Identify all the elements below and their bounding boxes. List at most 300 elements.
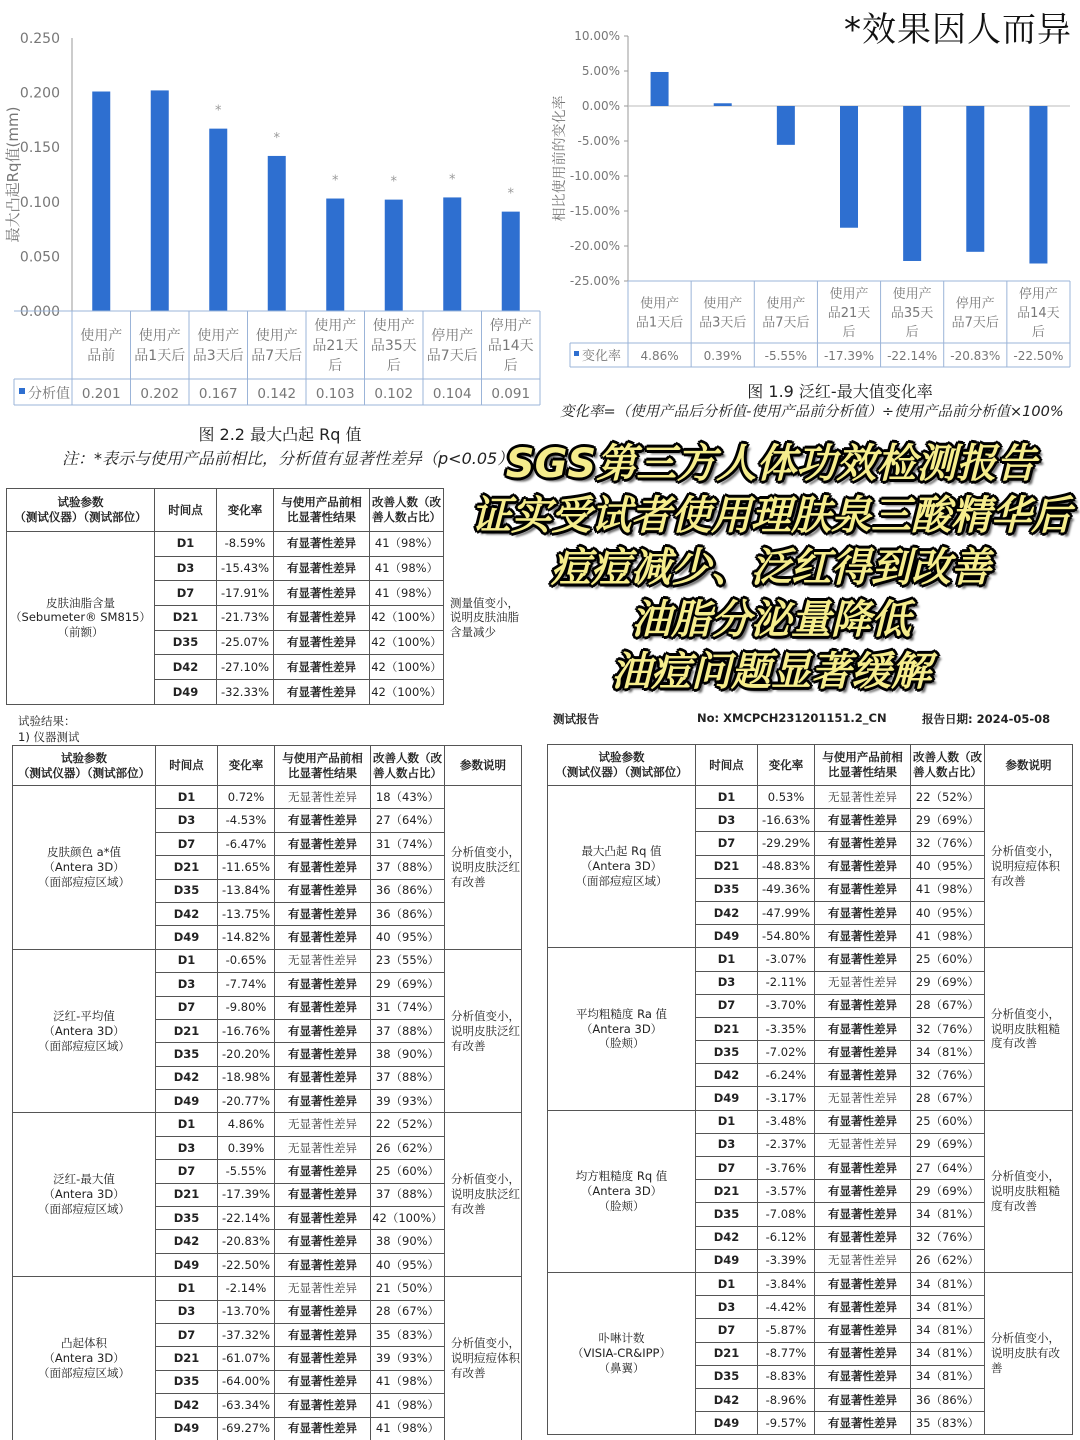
cell-line: （脸颊） — [598, 1198, 645, 1213]
header-param — [13, 746, 156, 786]
x-category-label: 使用产 — [255, 328, 298, 344]
cell-line: （Antera 3D） — [43, 1351, 125, 1366]
parameter-cell — [13, 786, 156, 950]
parameter-cell — [13, 1277, 156, 1440]
x-category-label: 使用产 — [703, 296, 743, 312]
time-point-cell: D7 — [156, 832, 218, 855]
significance-cell: 无显著性差异 — [815, 1249, 911, 1272]
data-label: 0.202 — [140, 386, 180, 402]
time-point-cell: D49 — [155, 680, 217, 705]
improved-count-cell: 32（76%） — [911, 1226, 985, 1249]
improved-count-cell: 36（86%） — [371, 902, 445, 925]
improved-count-cell: 23（55%） — [371, 949, 445, 972]
y-tick-label: 0.250 — [19, 31, 60, 47]
cell-line: （Antera 3D） — [580, 859, 663, 874]
parameter-cell — [548, 1110, 696, 1272]
headline-line: SGS第三方人体功效检测报告 — [505, 441, 1037, 487]
y-tick-label: 0.150 — [19, 140, 60, 157]
cell-line: 度有改善 — [991, 1036, 1037, 1051]
cell-line: （测试仪器）（测试部位） — [555, 765, 688, 779]
time-point-cell: D7 — [696, 832, 758, 855]
change-rate-cell: -4.42% — [758, 1296, 815, 1319]
bar — [385, 200, 403, 311]
parameter-cell — [13, 1113, 156, 1277]
change-rate-cell: -15.43% — [217, 556, 274, 581]
data-label: -17.39% — [823, 349, 875, 363]
parameter-cell — [7, 532, 155, 705]
legend-swatch — [19, 388, 25, 394]
cell-line: 分析值变小， — [991, 844, 1060, 859]
improved-count-cell: 42（100%） — [370, 655, 444, 680]
change-rate-cell: -2.14% — [218, 1277, 275, 1300]
x-category-label: 品3天后 — [699, 315, 747, 331]
change-rate-cell: -14.82% — [218, 926, 275, 949]
change-rate-cell: -11.65% — [218, 856, 275, 879]
time-point-cell: D3 — [696, 1296, 758, 1319]
data-label: 0.167 — [198, 386, 238, 402]
bar — [1029, 106, 1047, 264]
rq-bar-chart — [0, 20, 560, 415]
change-rate-cell: -3.48% — [758, 1110, 815, 1133]
x-category-label: 品7天后 — [251, 348, 303, 364]
time-point-cell: D3 — [155, 556, 217, 581]
improved-count-cell: 41（98%） — [911, 878, 985, 901]
report-number: No: XMCPCH231201151.2_CN — [697, 711, 887, 725]
change-rate-cell: -69.27% — [218, 1417, 275, 1440]
improved-count-cell: 41（98%） — [370, 556, 444, 581]
time-point-cell: D21 — [696, 1180, 758, 1203]
change-rate-cell: -17.39% — [218, 1183, 275, 1206]
change-rate-cell: -3.84% — [758, 1272, 815, 1295]
cell-line: 分析值变小， — [451, 844, 520, 859]
x-category-label: 品14天 — [487, 338, 534, 354]
time-point-cell: D49 — [156, 1090, 218, 1113]
change-rate-cell: 0.72% — [218, 786, 275, 809]
data-label: -5.55% — [764, 349, 808, 363]
legend-label: 分析值 — [28, 386, 70, 402]
improved-count-cell: 34（81%） — [911, 1342, 985, 1365]
bar — [840, 106, 858, 228]
time-point-cell: D35 — [156, 1043, 218, 1066]
improved-count-cell: 29（69%） — [371, 973, 445, 996]
change-rate-cell: -64.00% — [218, 1370, 275, 1393]
change-rate-cell: -8.59% — [217, 532, 274, 557]
cell-line: （面部痘痘区域） — [575, 874, 668, 889]
improved-count-cell: 40（95%） — [371, 1253, 445, 1276]
report-date: 报告日期: 2024-05-08 — [922, 712, 1051, 726]
table-header-row — [7, 489, 532, 532]
cell-line: 平均粗糙度 Ra 值 — [575, 1006, 668, 1021]
x-category-label: 后 — [842, 325, 856, 340]
data-label: 0.201 — [81, 386, 121, 402]
x-category-label: 品1天后 — [635, 315, 684, 331]
change-rate-cell: -63.34% — [218, 1394, 275, 1417]
cell-line: 含量减少 — [450, 625, 496, 640]
x-category-label: 后 — [328, 358, 343, 374]
significance-cell: 有显著性差异 — [274, 581, 370, 606]
table-row — [13, 1277, 522, 1300]
bar — [268, 156, 286, 311]
x-category-label: 使用产 — [314, 318, 357, 334]
significance-cell: 有显著性差异 — [815, 1041, 911, 1064]
change-rate-cell: -8.77% — [758, 1342, 815, 1365]
bar — [777, 106, 795, 145]
change-rate-cell: -2.11% — [758, 971, 815, 994]
data-label: -20.83% — [950, 349, 1001, 363]
improved-count-cell: 29（69%） — [911, 1133, 985, 1156]
header-param — [548, 745, 696, 786]
time-point-cell: D49 — [156, 1253, 218, 1276]
data-label: -22.50% — [1013, 349, 1064, 363]
significance-cell: 有显著性差异 — [815, 925, 911, 948]
x-category-label: 品21天 — [827, 306, 871, 321]
cell-line: 均方粗糙度 Rq 值 — [575, 1168, 668, 1183]
time-point-cell: D49 — [696, 1412, 758, 1435]
significance-cell: 有显著性差异 — [815, 1110, 911, 1133]
headline-line: 证实受试者使用理肤泉三酸精华后 — [471, 493, 1071, 539]
change-rate-cell: -8.96% — [758, 1388, 815, 1411]
cell-line: 测量值变小， — [450, 595, 519, 610]
significance-cell: 有显著性差异 — [815, 1064, 911, 1087]
data-label: 0.142 — [257, 386, 297, 402]
table-header-row — [548, 745, 1073, 786]
change-rate-cell: -47.99% — [758, 901, 815, 924]
bar — [443, 197, 461, 311]
cell-line: 说明皮肤泛红 — [451, 1023, 520, 1038]
improved-count-cell: 40（95%） — [911, 901, 985, 924]
time-point-cell: D35 — [696, 1365, 758, 1388]
change-rate-cell: -32.33% — [217, 680, 274, 705]
x-category-label: 使用产 — [80, 328, 123, 344]
x-category-label: 后 — [905, 325, 919, 340]
improved-count-cell: 41（98%） — [911, 925, 985, 948]
significance-cell: 有显著性差异 — [815, 832, 911, 855]
cell-line: 有改善 — [451, 874, 486, 889]
significance-cell: 有显著性差异 — [275, 1394, 371, 1417]
cell-line: （Antera 3D） — [580, 1021, 663, 1036]
table-row — [7, 532, 532, 557]
x-category-label: 品前 — [87, 348, 116, 364]
time-point-cell: D49 — [696, 1087, 758, 1110]
change-rate-cell: -18.98% — [218, 1066, 275, 1089]
time-point-cell: D21 — [696, 855, 758, 878]
change-rate-cell: -13.84% — [218, 879, 275, 902]
data-label: 4.86% — [640, 349, 679, 363]
time-point-cell: D21 — [156, 1019, 218, 1042]
change-rate-cell: -16.76% — [218, 1019, 275, 1042]
header-comparison — [815, 745, 911, 786]
headline-line: 油痘问题显著缓解 — [611, 649, 931, 695]
time-point-cell: D35 — [696, 1203, 758, 1226]
y-tick-label: 10.00% — [574, 29, 620, 43]
cell-line: 比显著性结果 — [287, 510, 356, 524]
significance-cell: 有显著性差异 — [274, 532, 370, 557]
header-param — [7, 489, 155, 532]
cell-line: （Antera 3D） — [43, 1023, 125, 1038]
change-rate-cell: -20.20% — [218, 1043, 275, 1066]
table-row — [13, 786, 522, 809]
header-time: 时间点 — [156, 746, 218, 786]
x-category-label: 使用产 — [372, 318, 415, 334]
significance-cell: 有显著性差异 — [815, 878, 911, 901]
significance-cell: 有显著性差异 — [275, 1300, 371, 1323]
time-point-cell: D49 — [156, 1417, 218, 1440]
significance-star: * — [273, 130, 280, 146]
significance-cell: 有显著性差异 — [815, 901, 911, 924]
time-point-cell: D3 — [156, 1300, 218, 1323]
improved-count-cell: 42（100%） — [371, 1207, 445, 1230]
cell-line: （前额） — [57, 625, 104, 640]
sebum-results-table — [6, 488, 532, 705]
improved-count-cell: 22（52%） — [911, 786, 985, 809]
change-rate-cell: -6.12% — [758, 1226, 815, 1249]
x-category-label: 使用产 — [640, 296, 680, 312]
change-rate-cell: -20.83% — [218, 1230, 275, 1253]
x-category-label: 品3天后 — [192, 348, 244, 364]
time-point-cell: D3 — [156, 809, 218, 832]
headline-line: 油脂分泌量降低 — [631, 597, 911, 643]
change-rate-cell: 4.86% — [218, 1113, 275, 1136]
significance-cell: 有显著性差异 — [275, 1066, 371, 1089]
cell-line: 说明皮肤泛红 — [451, 859, 520, 874]
description-cell — [985, 948, 1073, 1110]
change-rate-cell: -17.91% — [217, 581, 274, 606]
cell-line: 与使用产品前相 — [282, 750, 363, 765]
significance-cell: 有显著性差异 — [815, 855, 911, 878]
time-point-cell: D7 — [696, 994, 758, 1017]
time-point-cell: D7 — [696, 1157, 758, 1180]
y-axis-label: 最大凸起Rq值(mm) — [4, 106, 22, 243]
improved-count-cell: 29（69%） — [911, 1180, 985, 1203]
significance-cell: 有显著性差异 — [275, 1160, 371, 1183]
x-category-label: 品1天后 — [134, 348, 186, 364]
change-rate-cell: -20.77% — [218, 1090, 275, 1113]
time-point-cell: D1 — [156, 786, 218, 809]
change-rate-cell: -3.17% — [758, 1087, 815, 1110]
improved-count-cell: 36（86%） — [911, 1388, 985, 1411]
description-cell — [444, 532, 532, 705]
bar — [502, 212, 520, 311]
significance-cell: 无显著性差异 — [275, 1277, 371, 1300]
change-rate-cell: -22.14% — [218, 1207, 275, 1230]
significance-cell: 有显著性差异 — [274, 606, 370, 631]
time-point-cell: D21 — [155, 606, 217, 631]
improved-count-cell: 34（81%） — [911, 1272, 985, 1295]
cell-line: 有改善 — [451, 1366, 486, 1381]
time-point-cell: D42 — [696, 901, 758, 924]
significance-cell: 有显著性差异 — [275, 1090, 371, 1113]
cell-line: 试验参数 — [61, 750, 107, 765]
x-category-label: 品21天 — [312, 338, 359, 354]
data-label: 0.39% — [703, 349, 742, 363]
time-point-cell: D1 — [156, 1113, 218, 1136]
cell-line: 卟啉计数 — [598, 1331, 645, 1346]
change-rate-cell: -5.87% — [758, 1319, 815, 1342]
cell-line: （测试仪器）（测试部位） — [17, 765, 151, 780]
legend-swatch — [574, 351, 579, 356]
significance-cell: 有显著性差异 — [815, 1342, 911, 1365]
improved-count-cell: 37（88%） — [371, 1066, 445, 1089]
significance-cell: 有显著性差异 — [274, 680, 370, 705]
change-rate-cell: -9.80% — [218, 996, 275, 1019]
parameter-cell — [13, 949, 156, 1113]
change-rate-cell: -5.55% — [218, 1160, 275, 1183]
table-row — [548, 1110, 1073, 1133]
time-point-cell: D1 — [696, 1272, 758, 1295]
cell-line: 最大凸起 Rq 值 — [581, 844, 662, 859]
improved-count-cell: 34（81%） — [911, 1296, 985, 1319]
cell-line: 善人数占比） — [373, 765, 442, 780]
time-point-cell: D3 — [696, 971, 758, 994]
improved-count-cell: 26（62%） — [371, 1136, 445, 1159]
improved-count-cell: 34（81%） — [911, 1365, 985, 1388]
description-cell — [445, 1113, 522, 1277]
x-category-label: 使用产 — [892, 287, 932, 302]
significance-cell: 有显著性差异 — [275, 1347, 371, 1370]
data-label: 0.104 — [432, 386, 472, 402]
cell-line: 说明痘痘体积 — [991, 859, 1060, 874]
significance-cell: 无显著性差异 — [275, 1113, 371, 1136]
cell-line: 说明皮肤有改 — [991, 1346, 1060, 1361]
header-time: 时间点 — [696, 745, 758, 786]
header-rate: 变化率 — [758, 745, 815, 786]
significance-cell: 无显著性差异 — [815, 1133, 911, 1156]
significance-cell: 有显著性差异 — [275, 832, 371, 855]
x-category-label: 品7天后 — [762, 315, 810, 331]
time-point-cell: D35 — [156, 879, 218, 902]
significance-cell: 有显著性差异 — [815, 994, 911, 1017]
cell-line: （面部痘痘区域） — [38, 1038, 130, 1053]
report-title: 测试报告 — [553, 712, 599, 726]
change-rate-cell: 0.39% — [218, 1136, 275, 1159]
roughness-porphyrin-table — [547, 744, 1073, 1435]
y-tick-label: 0.050 — [19, 249, 60, 266]
improved-count-cell: 32（76%） — [911, 832, 985, 855]
cell-line: 分析值变小， — [451, 1172, 520, 1187]
header-improved — [911, 745, 985, 786]
headline-line: 痘痘减少、泛红得到改善 — [551, 545, 991, 591]
redness-volume-table — [12, 745, 522, 1440]
significance-cell: 有显著性差异 — [274, 556, 370, 581]
improved-count-cell: 28（67%） — [911, 1087, 985, 1110]
significance-cell: 有显著性差异 — [815, 1226, 911, 1249]
significance-star: * — [332, 173, 339, 189]
time-point-cell: D35 — [696, 1041, 758, 1064]
y-tick-label: 0.200 — [19, 85, 60, 102]
time-point-cell: D35 — [696, 878, 758, 901]
improved-count-cell: 39（93%） — [371, 1090, 445, 1113]
table-row — [13, 1113, 522, 1136]
improved-count-cell: 37（88%） — [371, 1019, 445, 1042]
bar — [966, 106, 984, 252]
time-point-cell: D42 — [156, 1066, 218, 1089]
time-point-cell: D35 — [156, 1370, 218, 1393]
header-description: 参数说明 — [985, 745, 1073, 786]
improved-count-cell: 35（83%） — [911, 1412, 985, 1435]
change-rate-cell: -9.57% — [758, 1412, 815, 1435]
improved-count-cell: 26（62%） — [911, 1249, 985, 1272]
improved-count-cell: 41（98%） — [371, 1394, 445, 1417]
time-point-cell: D42 — [696, 1388, 758, 1411]
data-label: 0.102 — [374, 386, 414, 402]
improved-count-cell: 34（81%） — [911, 1203, 985, 1226]
time-point-cell: D42 — [156, 902, 218, 925]
time-point-cell: D1 — [696, 948, 758, 971]
table-row — [13, 949, 522, 972]
time-point-cell: D7 — [156, 1160, 218, 1183]
change-rate-cell: -21.73% — [217, 606, 274, 631]
header-improved — [371, 746, 445, 786]
cell-line: 有改善 — [451, 1038, 486, 1053]
cell-line: 分析值变小， — [991, 1331, 1060, 1346]
x-category-label: 停用产 — [489, 318, 532, 334]
y-tick-label: 0.100 — [19, 194, 60, 211]
y-tick-label: -25.00% — [569, 274, 620, 288]
cell-line: 试验参数 — [57, 495, 104, 510]
cell-line: 分析值变小， — [991, 1006, 1060, 1021]
cell-line: 比显著性结果 — [828, 765, 897, 779]
x-category-label: 停用产 — [1018, 287, 1058, 302]
improved-count-cell: 34（81%） — [911, 1041, 985, 1064]
cell-line: 说明皮肤泛红 — [451, 1187, 520, 1202]
improved-count-cell: 32（76%） — [911, 1017, 985, 1040]
cell-line: 分析值变小， — [991, 1168, 1060, 1183]
time-point-cell: D1 — [155, 532, 217, 557]
data-label: 0.091 — [491, 386, 531, 402]
improved-count-cell: 25（60%） — [911, 1110, 985, 1133]
change-rate-cell: -54.80% — [758, 925, 815, 948]
change-rate-cell: -7.74% — [218, 973, 275, 996]
x-category-label: 品35天 — [370, 338, 417, 354]
table-row — [548, 786, 1073, 809]
significance-cell: 无显著性差异 — [275, 949, 371, 972]
significance-cell: 有显著性差异 — [815, 1180, 911, 1203]
y-tick-label: 0.000 — [19, 304, 60, 320]
change-rate-cell: -25.07% — [217, 630, 274, 655]
cell-line: 善人数占比） — [913, 765, 982, 779]
results-label: 试验结果： — [18, 714, 76, 728]
time-point-cell: D49 — [696, 925, 758, 948]
change-rate-cell: -37.32% — [218, 1323, 275, 1346]
bar — [151, 90, 169, 311]
time-point-cell: D1 — [696, 786, 758, 809]
cell-line: 分析值变小， — [451, 1008, 520, 1023]
parameter-cell — [548, 1272, 696, 1434]
x-category-label: 停用产 — [955, 296, 995, 312]
significance-cell: 有显著性差异 — [275, 1019, 371, 1042]
cell-line: 有改善 — [451, 1202, 486, 1217]
significance-cell: 有显著性差异 — [815, 1272, 911, 1295]
x-category-label: 使用产 — [766, 296, 806, 312]
improved-count-cell: 39（93%） — [371, 1347, 445, 1370]
time-point-cell: D7 — [696, 1319, 758, 1342]
description-cell — [985, 786, 1073, 948]
improved-count-cell: 32（76%） — [911, 1064, 985, 1087]
time-point-cell: D21 — [156, 856, 218, 879]
change-rate-cell: -3.70% — [758, 994, 815, 1017]
improved-count-cell: 41（98%） — [370, 581, 444, 606]
significance-cell: 无显著性差异 — [275, 1136, 371, 1159]
y-tick-label: -20.00% — [569, 239, 620, 253]
change-rate-formula: 变化率=（使用产品后分析值-使用产品前分析值）÷使用产品前分析值×100% — [560, 404, 1064, 420]
cell-line: 皮肤颜色 a*值 — [47, 844, 121, 859]
improved-count-cell: 28（67%） — [371, 1300, 445, 1323]
improved-count-cell: 42（100%） — [370, 630, 444, 655]
improved-count-cell: 29（69%） — [911, 809, 985, 832]
improved-count-cell: 40（95%） — [371, 926, 445, 949]
cell-line: 说明皮肤粗糙 — [991, 1183, 1060, 1198]
effect-disclaimer: *效果因人而异 — [844, 10, 1072, 50]
